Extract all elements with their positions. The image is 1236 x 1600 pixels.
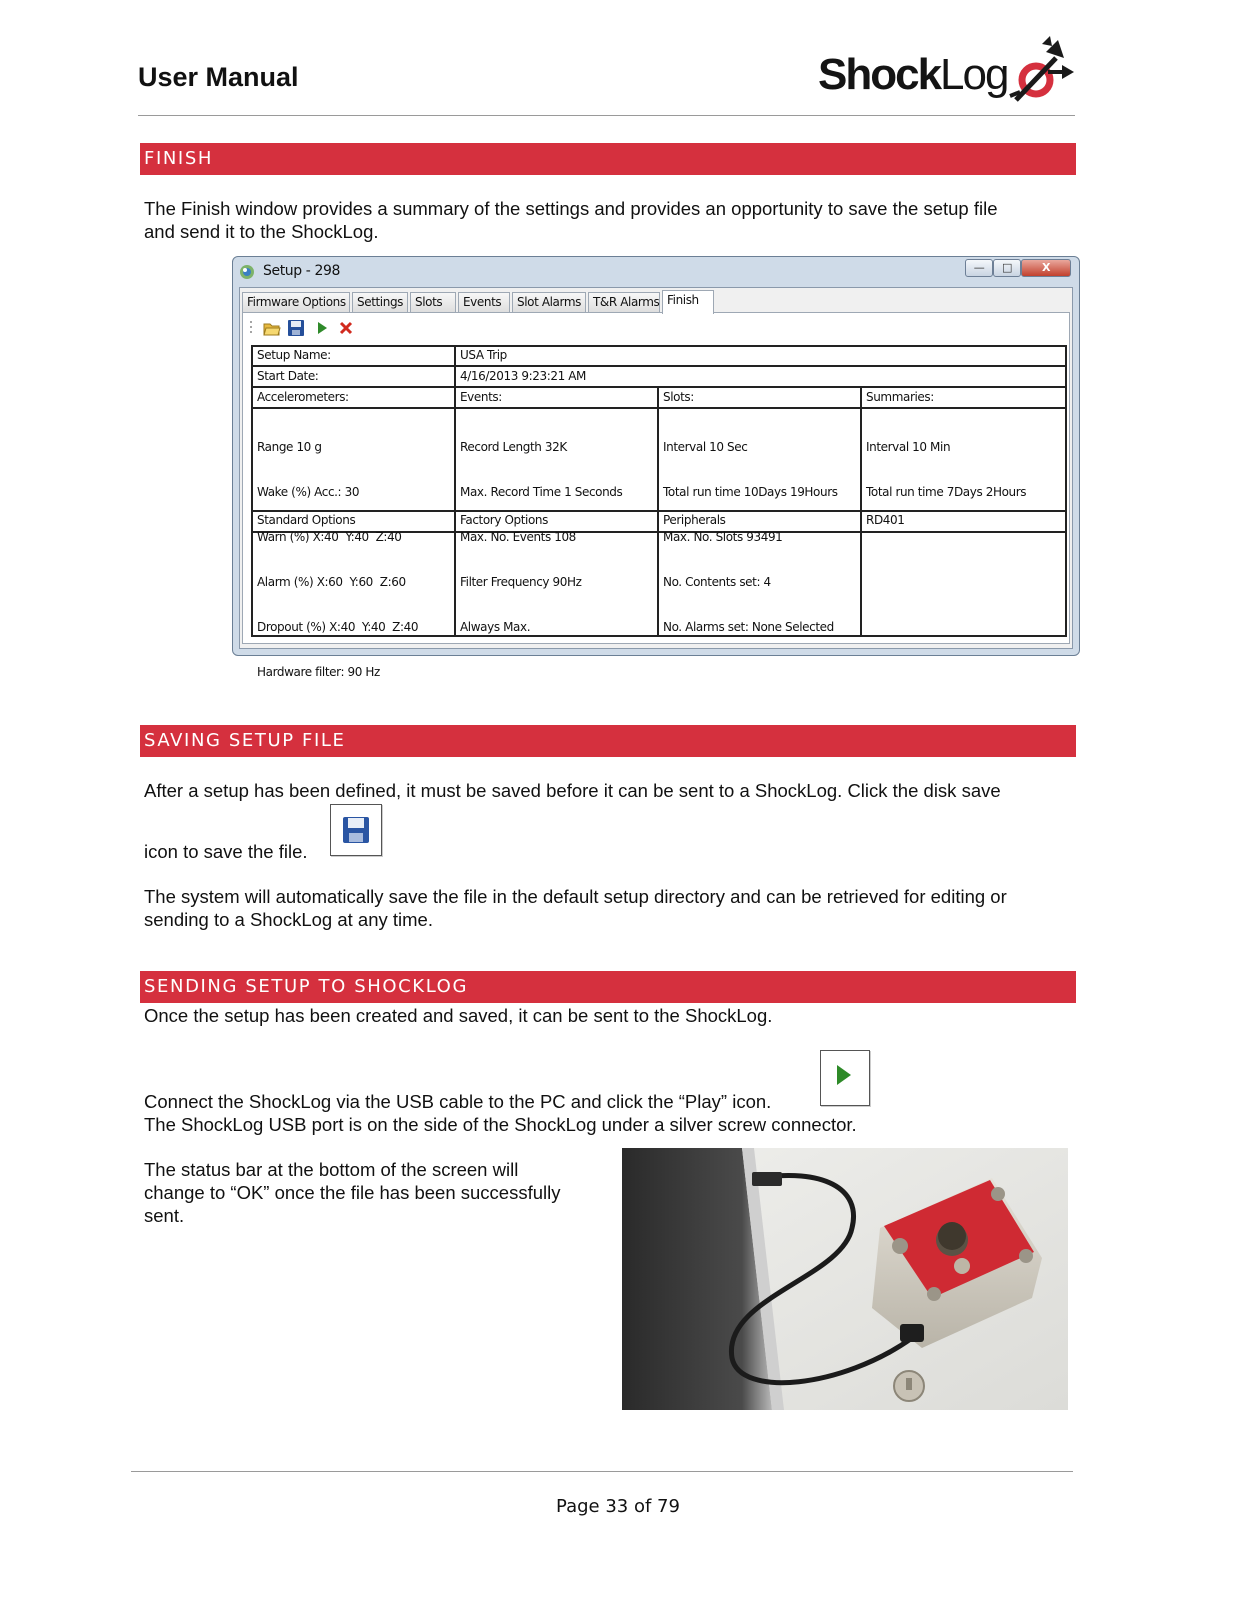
tab-settings[interactable]: Settings	[352, 292, 408, 312]
factory-options-header: Factory Options	[460, 513, 548, 527]
finish-paragraph-line: and send it to the ShockLog.	[144, 221, 379, 242]
detail-line: Interval 10 Min	[866, 440, 951, 454]
saving-paragraph-line-2: icon to save the file.	[144, 841, 308, 862]
screw-slot	[906, 1378, 912, 1390]
detail-line: Range 10 g	[257, 440, 322, 454]
delete-icon[interactable]	[337, 319, 355, 337]
detail-line: Record Length 32K	[460, 440, 567, 454]
toolbar-grip-icon	[249, 319, 253, 337]
detail-line: Always Max.	[460, 620, 531, 634]
tab-finish[interactable]: Finish	[662, 290, 714, 314]
detail-line: Alarm (%) X:60 Y:60 Z:60	[257, 575, 406, 589]
document-title: User Manual	[138, 62, 299, 92]
tab-tr-alarms[interactable]: T&R Alarms	[588, 292, 660, 312]
footer-rule	[131, 1471, 1073, 1472]
start-date-value: 4/16/2013 9:23:21 AM	[460, 369, 586, 383]
save-disk-icon[interactable]	[287, 319, 305, 337]
sending-paragraph-3: The ShockLog USB port is on the side of the ShockLog under a silver screw connector.	[144, 1114, 857, 1135]
saving-paragraph-line-1: After a setup has been defined, it must be saved before it can be sent to a ShockLog. Click the disk save	[144, 780, 1001, 801]
grid-line	[253, 365, 1065, 367]
section-heading-finish: FINISH	[140, 143, 1076, 175]
section-heading-saving: SAVING SETUP FILE	[140, 725, 1076, 757]
accelerometers-header: Accelerometers:	[257, 390, 349, 404]
detail-line: Hardware filter: 90 Hz	[257, 665, 380, 679]
start-date-label: Start Date:	[257, 369, 319, 383]
standard-options-header: Standard Options	[257, 513, 356, 527]
detail-line: No. Contents set: 4	[663, 575, 771, 589]
maximize-button[interactable]: □	[993, 259, 1021, 277]
section-heading-sending: SENDING SETUP TO SHOCKLOG	[140, 971, 1076, 1003]
finish-paragraph-line: The Finish window provides a summary of the settings and provides an opportunity to save the setup file	[144, 198, 998, 219]
detail-line: Filter Frequency 90Hz	[460, 575, 582, 589]
detail-line: Interval 10 Sec	[663, 440, 748, 454]
detail-line: Dropout (%) X:40 Y:40 Z:40	[257, 620, 419, 634]
detail-line: Max. Record Time 1 Seconds	[460, 485, 623, 499]
rd401-header: RD401	[866, 513, 905, 527]
slots-header: Slots:	[663, 390, 694, 404]
summaries-header: Summaries:	[866, 390, 934, 404]
sending-paragraph-4-line: change to “OK” once the file has been successfully	[144, 1182, 561, 1203]
tab-events[interactable]: Events	[458, 292, 510, 312]
window-controls	[965, 259, 1073, 279]
usb-plug	[752, 1172, 782, 1186]
saving-paragraph-2	[144, 885, 1007, 931]
events-header: Events:	[460, 390, 502, 404]
sending-paragraph-1: Once the setup has been created and saved, it can be sent to the ShockLog.	[144, 1005, 773, 1026]
sending-paragraph-2: Connect the ShockLog via the USB cable to the PC and click the “Play” icon.	[144, 1091, 772, 1112]
page-number: Page 33 of 79	[556, 1496, 680, 1517]
shocklog-usb-photo	[622, 1148, 1068, 1410]
tab-slots[interactable]: Slots	[410, 292, 456, 312]
detail-line: Max. No. Slots 93491	[663, 530, 783, 544]
minimize-button[interactable]: —	[965, 259, 993, 277]
detail-line: No. Alarms set: None Selected	[663, 620, 834, 634]
tab-firmware-options[interactable]: Firmware Options	[242, 292, 350, 312]
dialog-title: Setup - 298	[263, 263, 341, 279]
detail-line: Wake (%) Acc.: 30	[257, 485, 360, 499]
sending-paragraph-4-line: sent.	[144, 1205, 185, 1226]
saving-paragraph-2-line: sending to a ShockLog at any time.	[144, 909, 433, 930]
grid-line	[253, 386, 1065, 388]
header-rule	[138, 115, 1075, 116]
setup-name-label: Setup Name:	[257, 348, 331, 362]
setup-dialog	[232, 256, 1080, 679]
detail-line: Warn (%) X:40 Y:40 Z:40	[257, 530, 402, 544]
save-disk-icon	[331, 805, 381, 855]
setup-summary-grid	[251, 345, 1067, 679]
play-icon	[821, 1051, 869, 1105]
save-icon-illustration	[330, 804, 382, 856]
detail-line: Total run time 7Days 2Hours	[866, 485, 1027, 499]
tab-slot-alarms[interactable]: Slot Alarms	[512, 292, 586, 312]
logo-arrows-icon	[1006, 36, 1076, 106]
open-folder-icon[interactable]	[263, 319, 281, 337]
finish-paragraph	[144, 197, 998, 243]
logo-wordmark: ShockLog	[818, 50, 1008, 99]
dialog-body	[239, 287, 1073, 679]
summaries-details	[862, 409, 1065, 509]
detail-line: Total run time 10Days 19Hours	[663, 485, 838, 499]
peripherals-header: Peripherals	[663, 513, 726, 527]
detail-line: Max. No. Events 108	[460, 530, 576, 544]
saving-paragraph-2-line: The system will automatically save the file in the default setup directory and can be retrieved for editing or	[144, 886, 1007, 907]
play-icon-illustration	[820, 1050, 870, 1106]
play-icon[interactable]	[313, 319, 331, 337]
sending-paragraph-4-line: The status bar at the bottom of the screen will	[144, 1159, 519, 1180]
shocklog-logo	[818, 36, 1078, 106]
finish-tab-panel	[242, 312, 1070, 679]
sending-paragraph-4	[144, 1158, 561, 1227]
setup-name-value: USA Trip	[460, 348, 507, 362]
setup-app-icon	[239, 264, 255, 280]
close-button[interactable]: X	[1021, 259, 1071, 277]
